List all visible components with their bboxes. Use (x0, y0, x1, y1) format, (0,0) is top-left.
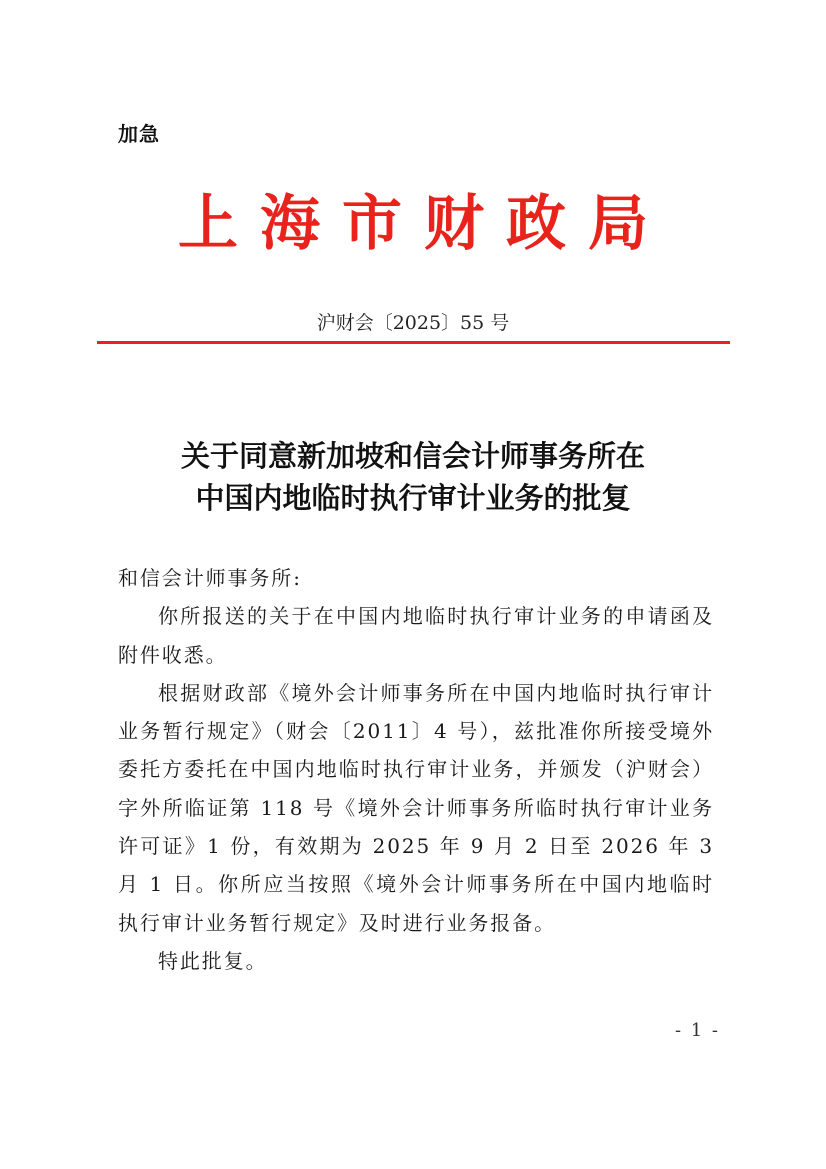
paragraph-3: 特此批复。 (158, 948, 268, 973)
document-title (0, 436, 826, 518)
issuer-header: 上海市财政局 (178, 189, 670, 259)
urgency-label: 加急 (118, 122, 160, 146)
paragraph-1: 你所报送的关于在中国内地临时执行审计业务的申请函及附件收悉。 (118, 604, 714, 667)
paragraph-2: 根据财政部《境外会计师事务所在中国内地临时执行审计业务暂行规定》（财会〔2011〕4 号），兹批准你所接受境外委托方委托在中国内地临时执行审计业务，并颁发（沪财会）字外所临证第 118 号《境外会计师事务所临时执行审计业务许可证》1 份，有效期为 2025 年 9 月 2 日至 2026 年 3 月 1 日。你所应当按照《境外会计师事务所在中国内地临时执行审计业务暂行规定》及时进行业务报备。 (118, 680, 714, 935)
title-line-1: 关于同意新加坡和信会计师事务所在 (180, 439, 645, 473)
title-line-2: 中国内地临时执行审计业务的批复 (195, 481, 631, 515)
salutation: 和信会计师事务所: (118, 566, 302, 590)
document-body (118, 559, 714, 980)
red-divider (97, 341, 730, 344)
document-number: 沪财会〔2025〕55 号 (316, 312, 510, 334)
page-number: - 1 - (674, 1020, 720, 1041)
